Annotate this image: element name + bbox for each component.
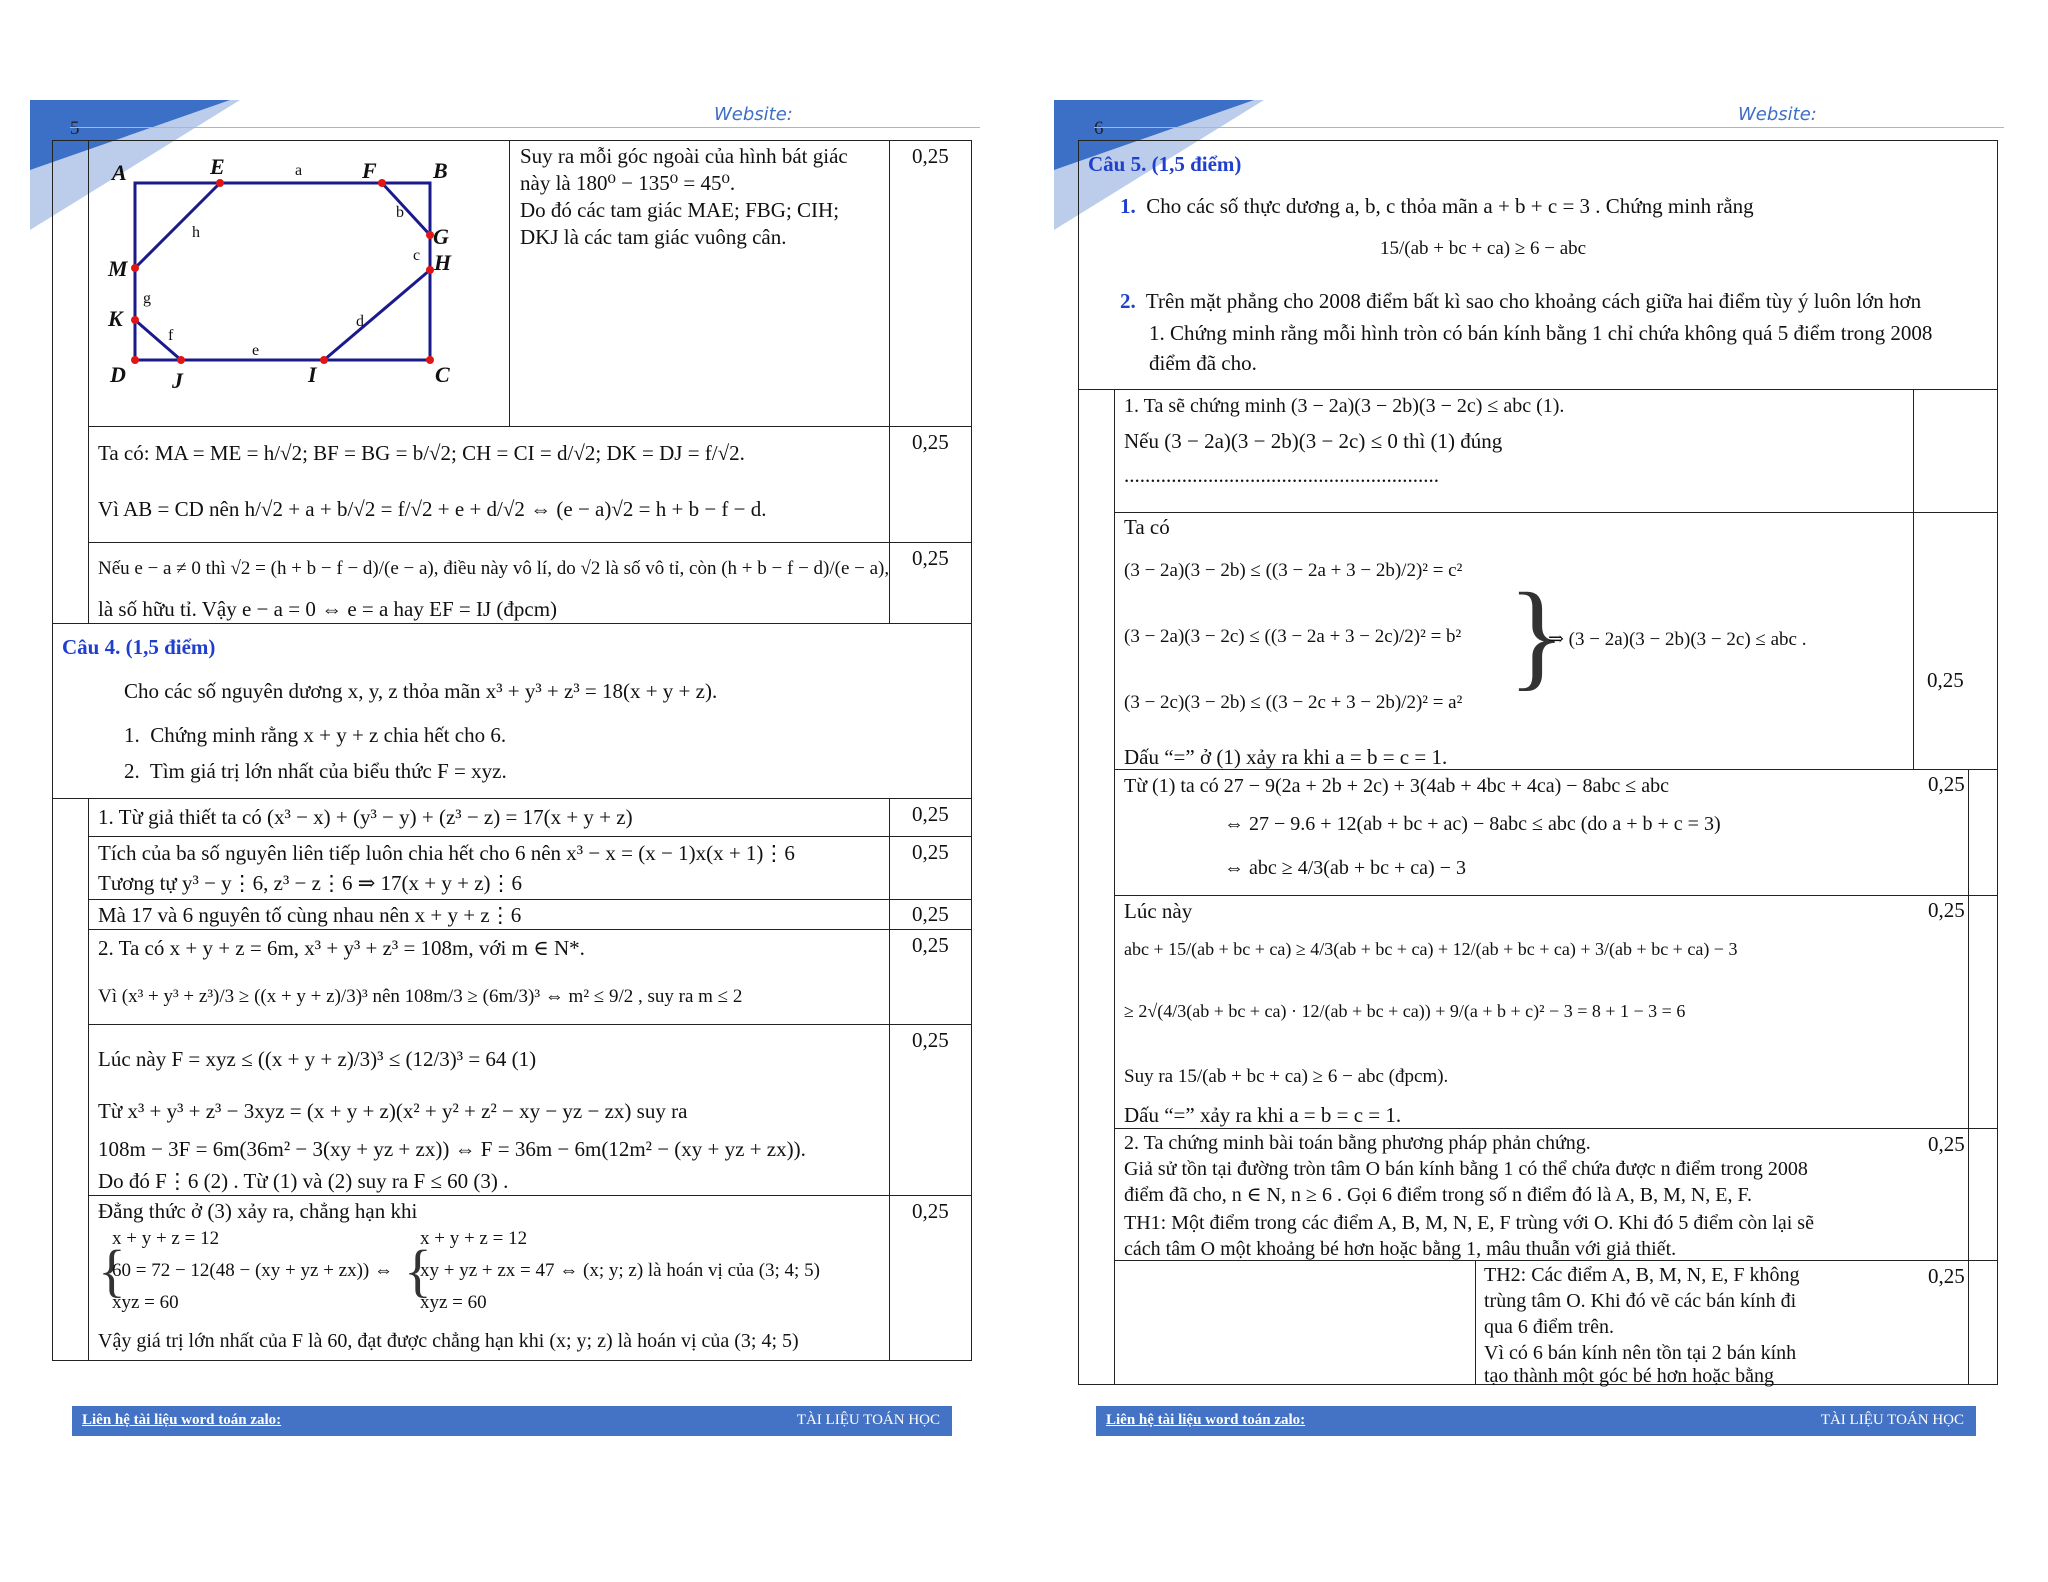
octagon-figure [100, 150, 500, 390]
edge-b-label: b [396, 204, 404, 221]
vertex-k-label: K [108, 306, 123, 331]
website-label: Website: [1738, 104, 1978, 128]
footer-contact-link[interactable]: Liên hệ tài liệu word toán zalo: [82, 1412, 282, 1428]
system-line: xy + yz + zx = 47 ⇔ (x; y; z) là hoán vị của (3; 4; 5) [420, 1260, 820, 1281]
brace-left: { [98, 1238, 126, 1303]
solution-line: abc + 15/(ab + bc + ca) ≥ 4/3(ab + bc + ca) + 12/(ab + bc + ca) + 3/(ab + bc + ca) − 3 [1124, 939, 1738, 959]
solution-line: (3 − 2c)(3 − 2b) ≤ ((3 − 2c + 3 − 2b)/2)² = a² [1124, 692, 1463, 713]
footer-contact-link[interactable]: Liên hệ tài liệu word toán zalo: [1106, 1412, 1306, 1428]
text-line: này là 180⁰ − 135⁰ = 45⁰. [520, 171, 736, 195]
edge-c-label: c [413, 247, 421, 264]
vertex-f-label: F [362, 158, 377, 183]
vertex-e-label: E [210, 154, 225, 179]
score-cell [1913, 512, 1998, 770]
solution-line: 108m − 3F = 6m(36m² − 3(xy + yz + zx)) ⇔ F = 36m − 6m(12m² − (xy + yz + zx)). [98, 1137, 806, 1161]
page-6 [1024, 0, 2048, 1582]
header-rule [1094, 127, 2004, 128]
question-5-title: Câu 5. (1,5 điểm) [1088, 152, 1242, 176]
solution-line: 1. Ta sẽ chứng minh (3 − 2a)(3 − 2b)(3 − 2c) ≤ abc (1). [1124, 395, 1565, 417]
brace-right: } [1508, 568, 1566, 701]
score: 0,25 [1928, 1132, 1965, 1156]
solution-line: trùng tâm O. Khi đó vẽ các bán kính đi [1484, 1290, 1797, 1312]
solution-line: Ta có [1124, 515, 1170, 539]
question-5-item-2-line: 1. Chứng minh rằng mỗi hình tròn có bán kính bằng 1 chỉ chứa không quá 5 điểm trong 2008 [1149, 321, 1933, 345]
score-cell [1968, 1128, 1998, 1261]
vertex-i-label: I [308, 362, 317, 387]
score-cell [1968, 769, 1998, 896]
solution-line: Đẳng thức ở (3) xảy ra, chẳng hạn khi [98, 1199, 418, 1223]
edge-g-label: g [143, 290, 151, 307]
vertex-d-label: D [110, 362, 126, 387]
question-4-intro: Cho các số nguyên dương x, y, z thỏa mãn x³ + y³ + z³ = 18(x + y + z). [124, 679, 718, 703]
score: 0,25 [912, 802, 949, 826]
question-5-item-2-line: điểm đã cho. [1149, 351, 1257, 375]
question-5-inequality: 15/(ab + bc + ca) ≥ 6 − abc [1380, 238, 1587, 259]
vertex-h-label: H [434, 250, 452, 275]
edge-f-label: f [168, 327, 174, 344]
solution-line: Từ (1) ta có 27 − 9(2a + 2b + 2c) + 3(4ab + 4bc + 4ca) − 8abc ≤ abc [1124, 775, 1670, 797]
solution-line: Giả sử tồn tại đường tròn tâm O bán kính bằng 1 có thể chứa được n điểm trong 2008 [1124, 1158, 1808, 1180]
score: 0,25 [912, 902, 949, 926]
solution-line: Vì có 6 bán kính nên tồn tại 2 bán kính [1484, 1342, 1797, 1364]
vertex-b-label: B [433, 158, 448, 183]
edge-e-label: e [252, 342, 260, 359]
score: 0,25 [912, 1199, 949, 1223]
solution-line: Tương tự y³ − y⋮6, z³ − z⋮6 ⇒ 17(x + y + z)⋮6 [98, 871, 523, 895]
footer-brand: TÀI LIỆU TOÁN HỌC [1820, 1412, 1964, 1428]
question-5-item-2: 2. Trên mặt phẳng cho 2008 điểm bất kì sao cho khoảng cách giữa hai điểm tùy ý luôn lớn hơn [1120, 289, 1922, 313]
solution-line: tạo thành một góc bé hơn hoặc bằng [1484, 1365, 1774, 1387]
edge-a-label: a [295, 162, 303, 179]
score: 0,25 [912, 430, 949, 454]
solution-line: Dấu “=” ở (1) xảy ra khi a = b = c = 1. [1124, 745, 1448, 769]
solution-line: ............................................................ [1124, 463, 1439, 487]
question-4-title: Câu 4. (1,5 điểm) [62, 635, 216, 659]
score-cell [1968, 1260, 1998, 1385]
solution-line: Nếu e − a ≠ 0 thì √2 = (h + b − f − d)/(e − a), điều này vô lí, do √2 là số vô tỉ, còn (h + b − f − d)/(e − a), [98, 558, 890, 579]
solution-line: TH2: Các điểm A, B, M, N, E, F không [1484, 1264, 1800, 1286]
solution-line: điểm đã cho, n ∈ N, n ≥ 6 . Gọi 6 điểm trong số n điểm đó là A, B, M, N, E, F. [1124, 1184, 1753, 1206]
solution-line: Nếu (3 − 2a)(3 − 2b)(3 − 2c) ≤ 0 thì (1) đúng [1124, 429, 1503, 453]
solution-line: Mà 17 và 6 nguyên tố cùng nhau nên x + y + z⋮6 [98, 903, 522, 927]
solution-line: (3 − 2a)(3 − 2b) ≤ ((3 − 2a + 3 − 2b)/2)² = c² [1124, 560, 1463, 581]
solution-line: Từ x³ + y³ + z³ − 3xyz = (x + y + z)(x² + y² + z² − xy − yz − zx) suy ra [98, 1099, 688, 1123]
system-line: x + y + z = 12 [420, 1228, 528, 1249]
score: 0,25 [1928, 898, 1965, 922]
solution-line: cách tâm O một khoảng bé hơn hoặc bằng 1, mâu thuẫn với giả thiết. [1124, 1238, 1677, 1260]
solution-line: ⇔ abc ≥ 4/3(ab + bc + ca) − 3 [1224, 857, 1466, 879]
question-5-item-1: 1. Cho các số thực dương a, b, c thỏa mãn a + b + c = 3 . Chứng minh rằng [1120, 194, 1754, 218]
solution-line: ⇔ 27 − 9.6 + 12(ab + bc + ac) − 8abc ≤ abc (do a + b + c = 3) [1224, 813, 1721, 835]
solution-line: Lúc này F = xyz ≤ ((x + y + z)/3)³ ≤ (12/3)³ = 64 (1) [98, 1047, 537, 1071]
score: 0,25 [912, 840, 949, 864]
solution-line: Do đó F⋮6 (2) . Từ (1) và (2) suy ra F ≤ 60 (3) . [98, 1169, 509, 1193]
edge-h-label: h [192, 224, 200, 241]
score: 0,25 [1927, 668, 1964, 692]
score: 0,25 [1928, 1264, 1965, 1288]
solution-line: Vì (x³ + y³ + z³)/3 ≥ ((x + y + z)/3)³ nên 108m/3 ≥ (6m/3)³ ⇔ m² ≤ 9/2 , suy ra m ≤ 2 [98, 986, 743, 1007]
solution-line: Dấu “=” xảy ra khi a = b = c = 1. [1124, 1103, 1402, 1127]
question-4-item-1: 1. Chứng minh rằng x + y + z chia hết cho 6. [124, 723, 507, 747]
score-cell [1968, 895, 1998, 1129]
footer-bar [1096, 1406, 1976, 1436]
system-line: 60 = 72 − 12(48 − (xy + yz + zx)) ⇔ [112, 1260, 394, 1281]
vertex-a-label: A [112, 160, 127, 185]
score-cell [1913, 389, 1998, 513]
solution-line: Tích của ba số nguyên liên tiếp luôn chia hết cho 6 nên x³ − x = (x − 1)x(x + 1)⋮6 [98, 841, 795, 865]
solution-line: 2. Ta chứng minh bài toán bằng phương pháp phản chứng. [1124, 1132, 1591, 1154]
website-label: Website: [714, 104, 954, 128]
solution-line: Suy ra 15/(ab + bc + ca) ≥ 6 − abc (đpcm). [1124, 1066, 1449, 1087]
solution-line: qua 6 điểm trên. [1484, 1316, 1614, 1338]
empty-cell [1114, 1260, 1476, 1385]
solution-line: TH1: Một điểm trong các điểm A, B, M, N, E, F trùng với O. Khi đó 5 điểm còn lại sẽ [1124, 1212, 1814, 1234]
solution-line: 2. Ta có x + y + z = 6m, x³ + y³ + z³ = 108m, với m ∈ N*. [98, 936, 585, 960]
solution-line: ⇒ (3 − 2a)(3 − 2b)(3 − 2c) ≤ abc . [1548, 629, 1807, 650]
text-line: Do đó các tam giác MAE; FBG; CIH; [520, 198, 840, 222]
score: 0,25 [912, 546, 949, 570]
solution-line: Vì AB = CD nên h/√2 + a + b/√2 = f/√2 + e + d/√2 ⇔ (e − a)√2 = h + b − f − d. [98, 497, 767, 521]
footer-bar [72, 1406, 952, 1436]
header-rule [70, 127, 980, 128]
footer-brand: TÀI LIỆU TOÁN HỌC [796, 1412, 940, 1428]
solution-line: Vậy giá trị lớn nhất của F là 60, đạt được chẳng hạn khi (x; y; z) là hoán vị của (3; 4; 5) [98, 1330, 799, 1352]
system-line: x + y + z = 12 [112, 1228, 220, 1249]
solution-line: Ta có: MA = ME = h/√2; BF = BG = b/√2; CH = CI = d/√2; DK = DJ = f/√2. [98, 441, 745, 465]
score: 0,25 [912, 1028, 949, 1052]
solution-line: ≥ 2√(4/3(ab + bc + ca) · 12/(ab + bc + ca)) + 9/(a + b + c)² − 3 = 8 + 1 − 3 = 6 [1124, 1001, 1686, 1021]
page-number: 6 [1094, 118, 1104, 139]
score: 0,25 [912, 144, 949, 168]
solution-line: là số hữu tỉ. Vậy e − a = 0 ⇔ e = a hay EF = IJ (đpcm) [98, 597, 558, 621]
vertex-j-label: J [172, 368, 183, 390]
text-line: Suy ra mỗi góc ngoài của hình bát giác [520, 144, 848, 168]
vertex-g-label: G [433, 224, 449, 249]
system-line: xyz = 60 [420, 1292, 487, 1313]
solution-line: 1. Từ giả thiết ta có (x³ − x) + (y³ − y) + (z³ − z) = 17(x + y + z) [98, 805, 633, 829]
question-4-item-2: 2. Tìm giá trị lớn nhất của biểu thức F = xyz. [124, 759, 507, 783]
vertex-m-label: M [108, 256, 128, 281]
page-number: 5 [70, 118, 80, 139]
text-line: DKJ là các tam giác vuông cân. [520, 225, 787, 249]
system-line: xyz = 60 [112, 1292, 179, 1313]
vertex-c-label: C [435, 362, 450, 387]
score: 0,25 [912, 933, 949, 957]
solution-line: (3 − 2a)(3 − 2c) ≤ ((3 − 2a + 3 − 2c)/2)² = b² [1124, 626, 1462, 647]
score-cell [889, 140, 972, 427]
solution-line: Lúc này [1124, 899, 1193, 923]
edge-d-label: d [356, 313, 364, 330]
brace-right: { [404, 1238, 432, 1303]
score: 0,25 [1928, 772, 1965, 796]
